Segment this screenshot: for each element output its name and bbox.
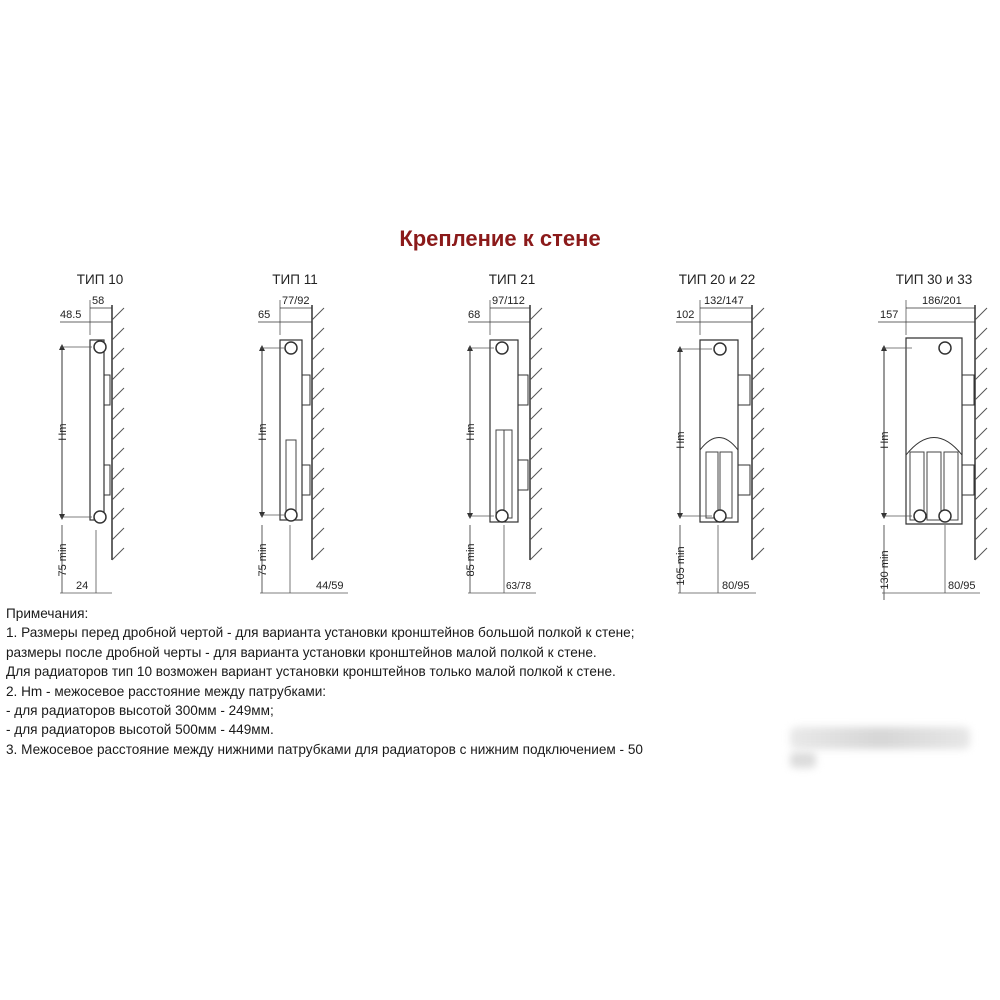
pipe-bottom	[94, 511, 106, 523]
pipe-top	[94, 341, 106, 353]
type-10-drawing	[57, 295, 124, 593]
notes-heading: Примечания:	[6, 606, 89, 621]
type-title-20-22: ТИП 20 и 22	[678, 272, 756, 287]
type-10-bottom-min: 75 min	[57, 543, 69, 577]
note-line: - для радиаторов высотой 500мм - 449мм.	[6, 722, 274, 738]
note-line: Для радиаторов тип 10 возможен вариант установки кронштейнов только малой полкой к стене.	[6, 664, 616, 680]
pipe-top	[939, 342, 951, 354]
bracket-bottom	[104, 465, 110, 495]
pipe-top	[714, 343, 726, 355]
bracket-bottom	[518, 460, 528, 490]
type-11-hm: Hm	[257, 423, 269, 441]
note-line: - для радиаторов высотой 300мм - 249мм;	[6, 703, 274, 719]
type-21-bottom-min: 85 min	[465, 543, 477, 577]
wall-hatching	[112, 308, 124, 560]
bracket-top	[962, 375, 974, 405]
type-20-22-bottom-dim: 80/95	[722, 580, 750, 592]
type-10-hm: Hm	[57, 423, 69, 441]
type-11-drawing	[257, 295, 348, 593]
type-title-10: ТИП 10	[76, 272, 124, 287]
type-title-21: ТИП 21	[488, 272, 536, 287]
type-title-30-33: ТИП 30 и 33	[895, 272, 973, 287]
pipe-bottom	[285, 509, 297, 521]
type-30-33-bottom-dim: 80/95	[948, 580, 976, 592]
wall-hatching	[975, 308, 987, 560]
pipe-top	[285, 342, 297, 354]
type-20-22-drawing	[675, 295, 764, 593]
blurred-watermark	[790, 727, 970, 749]
type-21-offset: 68	[468, 309, 481, 321]
type-10-bottom-dim: 24	[76, 580, 89, 592]
type-20-22-depth: 132/147	[704, 295, 744, 307]
type-30-33-depth: 186/201	[922, 295, 962, 307]
pipe-bottom-2	[939, 510, 951, 522]
type-11-depth: 77/92	[282, 295, 310, 307]
radiator-panel	[90, 340, 104, 520]
radiator-panel	[280, 340, 302, 520]
type-21-bottom-dim: 63/78	[506, 581, 532, 592]
type-21-hm: Hm	[465, 423, 477, 441]
notes-block	[6, 604, 796, 759]
pipe-bottom-1	[914, 510, 926, 522]
page-title: Крепление к стене	[399, 226, 601, 251]
type-20-22-hm: Hm	[675, 431, 687, 449]
bracket-top	[302, 375, 310, 405]
note-line: 3. Межосевое расстояние между нижними патрубками для радиаторов с нижним подключением - 50	[6, 741, 643, 757]
bracket-bottom	[302, 465, 310, 495]
bracket-top	[104, 375, 110, 405]
wall-hatching	[530, 308, 542, 560]
type-20-22-offset: 102	[676, 309, 695, 321]
pipe-bottom	[714, 510, 726, 522]
note-line: 1. Размеры перед дробной чертой - для варианта установки кронштейнов большой полкой к стене;	[6, 625, 635, 641]
type-21-depth: 97/112	[492, 295, 525, 307]
type-11-offset: 65	[258, 309, 271, 321]
type-30-33-bottom-min: 130 min	[879, 550, 891, 590]
type-10-depth: 58	[92, 295, 105, 307]
bracket-bottom	[738, 465, 750, 495]
type-30-33-offset: 157	[880, 309, 899, 321]
bracket-bottom	[962, 465, 974, 495]
radiator-body	[906, 338, 962, 524]
bracket-top	[518, 375, 528, 405]
pipe-top	[496, 342, 508, 354]
note-line: 2. Hm - межосевое расстояние между патрубками:	[6, 683, 327, 699]
wall-hatching	[312, 308, 324, 560]
bracket-top	[738, 375, 750, 405]
blurred-text-fragment	[790, 752, 816, 768]
pipe-bottom	[496, 510, 508, 522]
note-line: размеры после дробной черты - для варианта установки кронштейнов малой полкой к стене.	[6, 644, 597, 660]
type-title-11: ТИП 11	[272, 272, 318, 287]
type-21-drawing	[465, 295, 542, 593]
type-11-bottom-min: 75 min	[257, 543, 269, 577]
type-20-22-bottom-min: 105 min	[675, 546, 687, 586]
wall-hatching	[752, 308, 764, 560]
type-10-offset: 48.5	[60, 309, 82, 321]
type-30-33-hm: Hm	[879, 431, 891, 449]
type-30-33-drawing	[878, 295, 987, 600]
type-11-bottom-dim: 44/59	[316, 580, 344, 592]
